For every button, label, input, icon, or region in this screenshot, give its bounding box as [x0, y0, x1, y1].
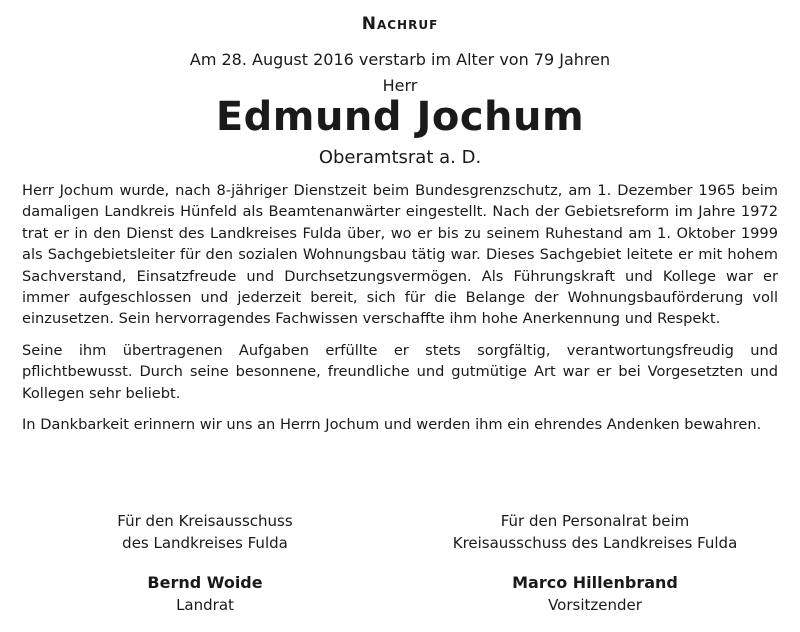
notice-heading: Nachruf [361, 14, 439, 34]
paragraph-gratitude: In Dankbarkeit erinnern wir uns an Herrn Jochum und werden ihm ein ehrendes Andenken bewahren. [22, 416, 762, 434]
deceased-name: Edmund Jochum [215, 94, 585, 140]
signatory-title: Landrat [176, 596, 234, 614]
deceased-rank: Oberamtsrat a. D. [318, 147, 482, 168]
signatory-title: Vorsitzender [548, 596, 642, 614]
paragraph-career: Herr Jochum wurde, nach 8-jähriger Dienstzeit beim Bundesgrenzschutz, am 1. Dezember 1965 beim damaligen Landkreis Hünfeld als Beamtenanwärter eingestellt. Nach der Gebietsreform im Jahre 1972 trat er in den Dienst des Landkreises Fulda über, wo er bis zu seinem Ruhestand am 1. Oktober 1999 als Sachgebietsleiter für den sozialen Wohnungsbau tätig war. Dieses Sachgebiet leitete er mit hohem Sachverstand, Einsatzfreude und Durchsetzungsvermögen. Als Führungskraft und Kollege war er immer aufgeschlossen und jederzeit bereit, sich für die Belange der Wohnungsbauförderung voll einzusetzen. Sein hervorragendes Fachwissen verschaffte ihm hohe Anerkennung und Respekt. [22, 182, 778, 328]
obituary-body [22, 180, 778, 445]
signatory-name: Bernd Woide [147, 573, 263, 592]
signature-org-line: des Landkreises Fulda [122, 534, 288, 552]
signature-org-line: Für den Kreisausschuss [117, 512, 293, 530]
signature-org-line: Für den Personalrat beim [500, 512, 690, 530]
signatory-name: Marco Hillenbrand [512, 573, 678, 592]
salutation: Herr [382, 76, 418, 95]
paragraph-character: Seine ihm übertragenen Aufgaben erfüllte er stets sorgfältig, verantwortungsfreudig und pflichtbewusst. Durch seine besonnene, freundliche und gutmütige Art war er bei Vorgesetzten und Kollegen sehr beliebt. [22, 341, 778, 402]
signature-block-kreisausschuss [105, 510, 305, 616]
signature-block-personalrat [440, 510, 750, 616]
signature-org-line: Kreisausschuss des Landkreises Fulda [452, 534, 738, 552]
death-announcement: Am 28. August 2016 verstarb im Alter von 79 Jahren [189, 50, 611, 69]
